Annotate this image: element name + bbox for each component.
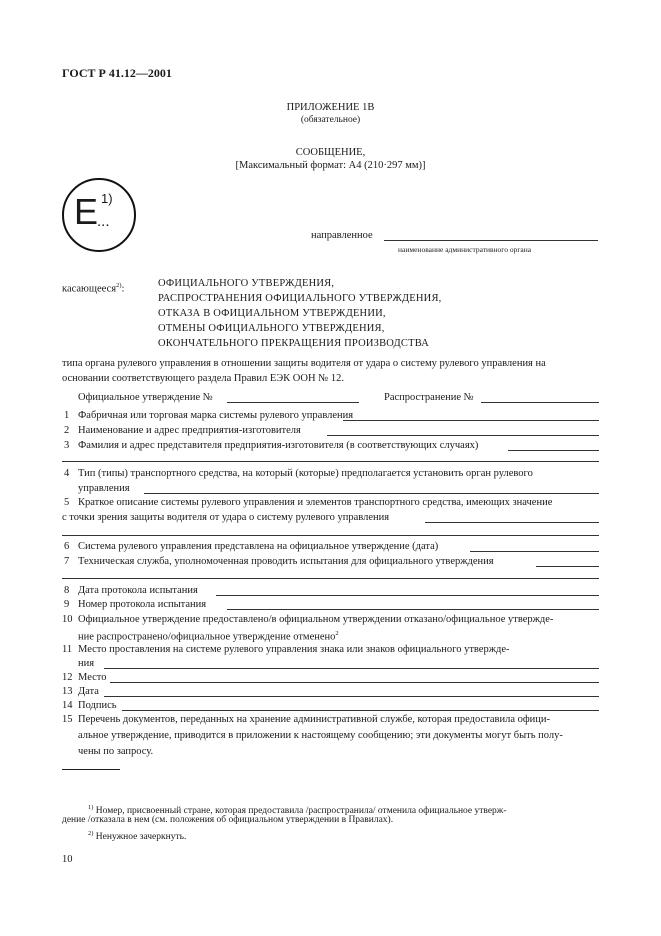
field-label: с точки зрения защиты водителя от удара о систему рулевого управления <box>62 512 390 523</box>
field-4-input[interactable] <box>144 493 599 494</box>
page-number: 10 <box>62 854 73 865</box>
format-note: [Максимальный формат: А4 (210·297 мм)] <box>235 160 426 171</box>
field-12-input[interactable] <box>110 682 599 683</box>
field-number: 2 <box>64 425 70 436</box>
field-5-input-extra[interactable] <box>62 535 599 536</box>
field-label: Подпись <box>78 700 117 711</box>
field-7-input[interactable] <box>536 566 599 567</box>
field-2-input[interactable] <box>327 435 599 436</box>
field-label: Дата протокола испытания <box>78 585 198 596</box>
sender-field-line[interactable] <box>384 240 598 241</box>
field-label: Официальное утверждение предоставлено/в официальном утверждении отказано/официальное утвержде- <box>78 614 554 625</box>
field-number: 4 <box>64 468 70 479</box>
field-label: ние распространено/официальное утверждение отменено$^2$ <box>78 630 339 643</box>
field-number: 7 <box>64 556 70 567</box>
field-11-input[interactable] <box>104 668 599 669</box>
field-label: альное утверждение, приводится в приложении к настоящему сообщению; эти документы могут быть полу- <box>78 730 563 741</box>
concerning-item: ОКОНЧАТЕЛЬНОГО ПРЕКРАЩЕНИЯ ПРОИЗВОДСТВА <box>158 338 430 349</box>
intro-line: типа органа рулевого управления в отношении защиты водителя от удара о систему рулевого управления на <box>62 358 546 369</box>
footnote: $^{1)}$ Номер, присвоенный стране, которая предоставила /распространила/ отменила официальное утверж- <box>88 804 507 817</box>
appendix-subtitle: (обязательное) <box>300 115 361 125</box>
field-5-input[interactable] <box>425 522 599 523</box>
field-3-input[interactable] <box>508 450 599 451</box>
field-number: 11 <box>62 644 73 655</box>
field-number: 12 <box>62 672 73 683</box>
emblem-superscript: 1) <box>101 191 113 206</box>
field-13-input[interactable] <box>104 696 599 697</box>
field-label: чены по запросу. <box>78 746 154 757</box>
field-number: 1 <box>64 410 70 421</box>
field-8-input[interactable] <box>216 595 599 596</box>
field-label: Номер протокола испытания <box>78 599 207 610</box>
field-14-input[interactable] <box>122 710 599 711</box>
footnote: $^{2)}$ Ненужное зачеркнуть. <box>88 830 187 843</box>
sender-label: направленное <box>311 230 373 241</box>
field-label: Наименование и адрес предприятия-изготовителя <box>78 425 301 436</box>
approval-number-field[interactable] <box>227 402 359 403</box>
field-label: ния <box>78 658 95 669</box>
field-number: 8 <box>64 585 70 596</box>
emblem-letter: E <box>74 191 99 232</box>
concerning-label: касающееся$^{2)}$: <box>62 282 125 295</box>
field-6-input[interactable] <box>470 551 599 552</box>
field-label: Дата <box>78 686 99 697</box>
field-number: 10 <box>62 614 73 625</box>
field-label: Краткое описание системы рулевого управления и элементов транспортного средства, имеющих значение <box>78 497 553 508</box>
appendix-title: ПРИЛОЖЕНИЕ 1В <box>286 102 375 113</box>
concerning-item: ОФИЦИАЛЬНОГО УТВЕРЖДЕНИЯ, <box>158 278 335 289</box>
approval-number-label: Официальное утверждение № <box>78 392 213 403</box>
field-label: Система рулевого управления представлена на официальное утверждение (дата) <box>78 541 439 552</box>
sender-caption: наименование административного органа <box>398 245 532 254</box>
emblem-dots: ... <box>97 213 110 230</box>
footnote: дение /отказала в нем (см. положения об официальном утверждении в Правилах). <box>62 815 394 825</box>
field-label: Перечень документов, переданных на хранение административной службе, которая предоставила офици- <box>78 714 551 725</box>
field-number: 13 <box>62 686 73 697</box>
concerning-item: ОТКАЗА В ОФИЦИАЛЬНОМ УТВЕРЖДЕНИИ, <box>158 308 386 319</box>
field-label: Фамилия и адрес представителя предприятия-изготовителя (в соответствующих случаях) <box>78 440 479 451</box>
approval-mark-emblem <box>62 178 136 252</box>
extension-number-field[interactable] <box>481 402 599 403</box>
concerning-item: РАСПРОСТРАНЕНИЯ ОФИЦИАЛЬНОГО УТВЕРЖДЕНИЯ, <box>158 293 442 304</box>
document-code: ГОСТ Р 41.12—2001 <box>62 66 172 80</box>
message-title: СООБЩЕНИЕ, <box>295 147 366 158</box>
concerning-item: ОТМЕНЫ ОФИЦИАЛЬНОГО УТВЕРЖДЕНИЯ, <box>158 323 385 334</box>
field-3-input-extra[interactable] <box>62 461 599 462</box>
field-label: управления <box>78 483 130 494</box>
field-1-input[interactable] <box>343 420 599 421</box>
field-label: Тип (типы) транспортного средства, на который (которые) предполагается установить орган рулевого <box>78 468 533 479</box>
intro-line: основании соответствующего раздела Правил ЕЭК ООН № 12. <box>62 373 344 384</box>
field-number: 14 <box>62 700 73 711</box>
field-7-input-extra[interactable] <box>62 578 599 579</box>
field-label: Место <box>78 672 107 683</box>
field-9-input[interactable] <box>227 609 599 610</box>
field-number: 9 <box>64 599 70 610</box>
footnote-separator <box>62 769 120 770</box>
field-number: 6 <box>64 541 70 552</box>
field-number: 15 <box>62 714 73 725</box>
field-number: 5 <box>64 497 70 508</box>
field-number: 3 <box>64 440 70 451</box>
field-label: Фабричная или торговая марка системы рулевого управления <box>78 410 354 421</box>
field-label: Место проставления на системе рулевого управления знака или знаков официального утвержде- <box>78 644 510 655</box>
field-label: Техническая служба, уполномоченная проводить испытания для официального утверждения <box>78 556 494 567</box>
extension-number-label: Распространение № <box>384 392 474 403</box>
